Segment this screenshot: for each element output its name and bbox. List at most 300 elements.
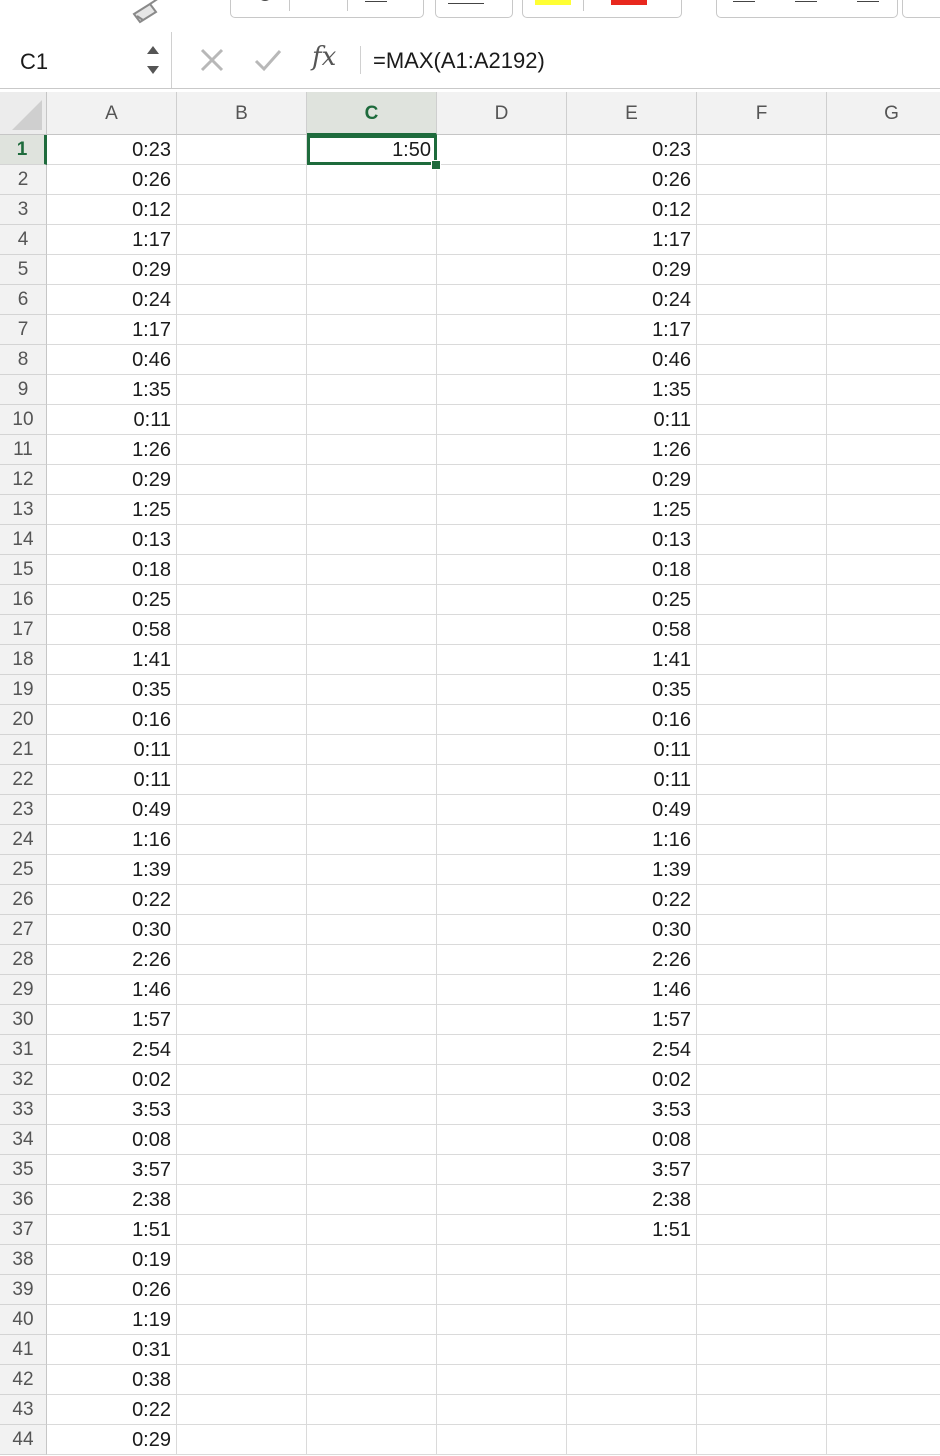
cell-e4[interactable]: 1:17 xyxy=(567,225,697,255)
align-left-icon[interactable] xyxy=(733,1,755,2)
cell-a31[interactable]: 2:54 xyxy=(47,1035,177,1065)
cell-c11[interactable] xyxy=(307,435,437,465)
cell-b20[interactable] xyxy=(177,705,307,735)
cell-b39[interactable] xyxy=(177,1275,307,1305)
cell-d2[interactable] xyxy=(437,165,567,195)
cell-f35[interactable] xyxy=(697,1155,827,1185)
wrap-group[interactable] xyxy=(902,0,940,18)
cell-a37[interactable]: 1:51 xyxy=(47,1215,177,1245)
cell-g41[interactable] xyxy=(827,1335,940,1365)
row-header[interactable]: 20 xyxy=(0,705,47,735)
cell-g28[interactable] xyxy=(827,945,940,975)
cell-g40[interactable] xyxy=(827,1305,940,1335)
cell-e15[interactable]: 0:18 xyxy=(567,555,697,585)
cell-b6[interactable] xyxy=(177,285,307,315)
name-box-value[interactable]: C1 xyxy=(20,49,49,74)
cell-e28[interactable]: 2:26 xyxy=(567,945,697,975)
row-header[interactable]: 9 xyxy=(0,375,47,405)
cell-g39[interactable] xyxy=(827,1275,940,1305)
cell-c43[interactable] xyxy=(307,1395,437,1425)
cell-b35[interactable] xyxy=(177,1155,307,1185)
cell-d32[interactable] xyxy=(437,1065,567,1095)
cell-e33[interactable]: 3:53 xyxy=(567,1095,697,1125)
cell-b17[interactable] xyxy=(177,615,307,645)
cell-c28[interactable] xyxy=(307,945,437,975)
cell-c8[interactable] xyxy=(307,345,437,375)
cell-g42[interactable] xyxy=(827,1365,940,1395)
cell-b27[interactable] xyxy=(177,915,307,945)
cell-d25[interactable] xyxy=(437,855,567,885)
cell-c29[interactable] xyxy=(307,975,437,1005)
align-center-icon[interactable] xyxy=(795,1,817,2)
cell-e29[interactable]: 1:46 xyxy=(567,975,697,1005)
cell-a43[interactable]: 0:22 xyxy=(47,1395,177,1425)
row-header[interactable]: 27 xyxy=(0,915,47,945)
cell-d17[interactable] xyxy=(437,615,567,645)
cell-g38[interactable] xyxy=(827,1245,940,1275)
cell-f23[interactable] xyxy=(697,795,827,825)
cell-f22[interactable] xyxy=(697,765,827,795)
cell-d30[interactable] xyxy=(437,1005,567,1035)
row-header[interactable]: 36 xyxy=(0,1185,47,1215)
name-box-stepper-icon[interactable] xyxy=(145,43,161,77)
cell-e36[interactable]: 2:38 xyxy=(567,1185,697,1215)
cell-b24[interactable] xyxy=(177,825,307,855)
cell-a28[interactable]: 2:26 xyxy=(47,945,177,975)
cell-a21[interactable]: 0:11 xyxy=(47,735,177,765)
cell-e22[interactable]: 0:11 xyxy=(567,765,697,795)
cell-f16[interactable] xyxy=(697,585,827,615)
cell-b33[interactable] xyxy=(177,1095,307,1125)
cell-d4[interactable] xyxy=(437,225,567,255)
cell-g13[interactable] xyxy=(827,495,940,525)
cell-a17[interactable]: 0:58 xyxy=(47,615,177,645)
cell-a25[interactable]: 1:39 xyxy=(47,855,177,885)
cell-d11[interactable] xyxy=(437,435,567,465)
cell-e9[interactable]: 1:35 xyxy=(567,375,697,405)
cell-f8[interactable] xyxy=(697,345,827,375)
cell-a3[interactable]: 0:12 xyxy=(47,195,177,225)
cell-c17[interactable] xyxy=(307,615,437,645)
cell-b16[interactable] xyxy=(177,585,307,615)
cell-b2[interactable] xyxy=(177,165,307,195)
cell-c33[interactable] xyxy=(307,1095,437,1125)
cell-c2[interactable] xyxy=(307,165,437,195)
cell-g2[interactable] xyxy=(827,165,940,195)
cell-b5[interactable] xyxy=(177,255,307,285)
cell-g3[interactable] xyxy=(827,195,940,225)
cell-c35[interactable] xyxy=(307,1155,437,1185)
row-header[interactable]: 10 xyxy=(0,405,47,435)
checkmark-icon[interactable] xyxy=(250,42,286,78)
cell-e17[interactable]: 0:58 xyxy=(567,615,697,645)
cell-c41[interactable] xyxy=(307,1335,437,1365)
cell-b19[interactable] xyxy=(177,675,307,705)
cell-b40[interactable] xyxy=(177,1305,307,1335)
cell-d31[interactable] xyxy=(437,1035,567,1065)
cell-f1[interactable] xyxy=(697,135,827,165)
cell-f44[interactable] xyxy=(697,1425,827,1455)
cell-d35[interactable] xyxy=(437,1155,567,1185)
cell-e39[interactable] xyxy=(567,1275,697,1305)
cell-e20[interactable]: 0:16 xyxy=(567,705,697,735)
cell-e10[interactable]: 0:11 xyxy=(567,405,697,435)
cell-a15[interactable]: 0:18 xyxy=(47,555,177,585)
cell-g14[interactable] xyxy=(827,525,940,555)
cell-d20[interactable] xyxy=(437,705,567,735)
cell-f37[interactable] xyxy=(697,1215,827,1245)
cell-f27[interactable] xyxy=(697,915,827,945)
cell-g5[interactable] xyxy=(827,255,940,285)
cell-a29[interactable]: 1:46 xyxy=(47,975,177,1005)
cell-g4[interactable] xyxy=(827,225,940,255)
cell-e44[interactable] xyxy=(567,1425,697,1455)
cell-d7[interactable] xyxy=(437,315,567,345)
cell-c27[interactable] xyxy=(307,915,437,945)
cell-f10[interactable] xyxy=(697,405,827,435)
cell-e31[interactable]: 2:54 xyxy=(567,1035,697,1065)
cell-e21[interactable]: 0:11 xyxy=(567,735,697,765)
row-header[interactable]: 18 xyxy=(0,645,47,675)
cell-c39[interactable] xyxy=(307,1275,437,1305)
cell-f42[interactable] xyxy=(697,1365,827,1395)
row-header[interactable]: 3 xyxy=(0,195,47,225)
cell-a10[interactable]: 0:11 xyxy=(47,405,177,435)
cell-e37[interactable]: 1:51 xyxy=(567,1215,697,1245)
cell-d12[interactable] xyxy=(437,465,567,495)
cell-g26[interactable] xyxy=(827,885,940,915)
paintbrush-icon[interactable] xyxy=(128,0,170,24)
cell-b38[interactable] xyxy=(177,1245,307,1275)
cell-f31[interactable] xyxy=(697,1035,827,1065)
name-box[interactable] xyxy=(0,32,172,88)
cell-d22[interactable] xyxy=(437,765,567,795)
cell-b36[interactable] xyxy=(177,1185,307,1215)
cell-e12[interactable]: 0:29 xyxy=(567,465,697,495)
cell-d34[interactable] xyxy=(437,1125,567,1155)
fill-handle[interactable] xyxy=(431,160,441,170)
row-header[interactable]: 6 xyxy=(0,285,47,315)
cell-b22[interactable] xyxy=(177,765,307,795)
cell-c22[interactable] xyxy=(307,765,437,795)
cell-f20[interactable] xyxy=(697,705,827,735)
cell-a13[interactable]: 1:25 xyxy=(47,495,177,525)
cell-f7[interactable] xyxy=(697,315,827,345)
cell-c6[interactable] xyxy=(307,285,437,315)
row-header[interactable]: 40 xyxy=(0,1305,47,1335)
cell-c40[interactable] xyxy=(307,1305,437,1335)
row-header[interactable]: 16 xyxy=(0,585,47,615)
cell-b23[interactable] xyxy=(177,795,307,825)
column-header-c[interactable]: C xyxy=(307,92,437,135)
cell-g7[interactable] xyxy=(827,315,940,345)
cell-e35[interactable]: 3:57 xyxy=(567,1155,697,1185)
cell-c42[interactable] xyxy=(307,1365,437,1395)
column-header-d[interactable]: D xyxy=(437,92,567,135)
cell-d41[interactable] xyxy=(437,1335,567,1365)
cell-a40[interactable]: 1:19 xyxy=(47,1305,177,1335)
cell-f36[interactable] xyxy=(697,1185,827,1215)
cell-g8[interactable] xyxy=(827,345,940,375)
cell-d44[interactable] xyxy=(437,1425,567,1455)
cell-a12[interactable]: 0:29 xyxy=(47,465,177,495)
cell-f13[interactable] xyxy=(697,495,827,525)
cell-c25[interactable] xyxy=(307,855,437,885)
border-group[interactable] xyxy=(435,0,513,18)
cell-a32[interactable]: 0:02 xyxy=(47,1065,177,1095)
cell-a34[interactable]: 0:08 xyxy=(47,1125,177,1155)
column-header-f[interactable]: F xyxy=(697,92,827,135)
cell-a36[interactable]: 2:38 xyxy=(47,1185,177,1215)
cell-g19[interactable] xyxy=(827,675,940,705)
cell-c26[interactable] xyxy=(307,885,437,915)
cell-d23[interactable] xyxy=(437,795,567,825)
cell-a9[interactable]: 1:35 xyxy=(47,375,177,405)
cell-a27[interactable]: 0:30 xyxy=(47,915,177,945)
border-icon[interactable] xyxy=(448,3,484,4)
cell-b37[interactable] xyxy=(177,1215,307,1245)
cell-e30[interactable]: 1:57 xyxy=(567,1005,697,1035)
cell-e1[interactable]: 0:23 xyxy=(567,135,697,165)
cell-f17[interactable] xyxy=(697,615,827,645)
cell-b21[interactable] xyxy=(177,735,307,765)
cell-g37[interactable] xyxy=(827,1215,940,1245)
highlight-color-swatch[interactable] xyxy=(535,0,571,5)
cell-e41[interactable] xyxy=(567,1335,697,1365)
cell-g43[interactable] xyxy=(827,1395,940,1425)
cell-b31[interactable] xyxy=(177,1035,307,1065)
cell-a22[interactable]: 0:11 xyxy=(47,765,177,795)
cell-e3[interactable]: 0:12 xyxy=(567,195,697,225)
cell-b34[interactable] xyxy=(177,1125,307,1155)
cell-e18[interactable]: 1:41 xyxy=(567,645,697,675)
cell-g44[interactable] xyxy=(827,1425,940,1455)
row-header[interactable]: 7 xyxy=(0,315,47,345)
cell-a6[interactable]: 0:24 xyxy=(47,285,177,315)
cell-c20[interactable] xyxy=(307,705,437,735)
cell-d14[interactable] xyxy=(437,525,567,555)
cell-b25[interactable] xyxy=(177,855,307,885)
cell-b18[interactable] xyxy=(177,645,307,675)
row-header[interactable]: 19 xyxy=(0,675,47,705)
cell-a42[interactable]: 0:38 xyxy=(47,1365,177,1395)
cell-b42[interactable] xyxy=(177,1365,307,1395)
cell-g1[interactable] xyxy=(827,135,940,165)
cell-c15[interactable] xyxy=(307,555,437,585)
cell-a23[interactable]: 0:49 xyxy=(47,795,177,825)
cell-g16[interactable] xyxy=(827,585,940,615)
cell-a19[interactable]: 0:35 xyxy=(47,675,177,705)
cell-g35[interactable] xyxy=(827,1155,940,1185)
cell-b13[interactable] xyxy=(177,495,307,525)
cell-d18[interactable] xyxy=(437,645,567,675)
row-header[interactable]: 26 xyxy=(0,885,47,915)
cell-a7[interactable]: 1:17 xyxy=(47,315,177,345)
cell-g31[interactable] xyxy=(827,1035,940,1065)
row-header[interactable]: 24 xyxy=(0,825,47,855)
cell-c44[interactable] xyxy=(307,1425,437,1455)
cell-b14[interactable] xyxy=(177,525,307,555)
row-header[interactable]: 21 xyxy=(0,735,47,765)
cell-a2[interactable]: 0:26 xyxy=(47,165,177,195)
cell-e27[interactable]: 0:30 xyxy=(567,915,697,945)
cell-f28[interactable] xyxy=(697,945,827,975)
row-header[interactable]: 4 xyxy=(0,225,47,255)
cell-a41[interactable]: 0:31 xyxy=(47,1335,177,1365)
cell-b12[interactable] xyxy=(177,465,307,495)
column-header-b[interactable]: B xyxy=(177,92,307,135)
cell-a4[interactable]: 1:17 xyxy=(47,225,177,255)
cell-f18[interactable] xyxy=(697,645,827,675)
cell-d37[interactable] xyxy=(437,1215,567,1245)
cell-a30[interactable]: 1:57 xyxy=(47,1005,177,1035)
row-header[interactable]: 25 xyxy=(0,855,47,885)
cell-a33[interactable]: 3:53 xyxy=(47,1095,177,1125)
cell-d39[interactable] xyxy=(437,1275,567,1305)
cell-d24[interactable] xyxy=(437,825,567,855)
cell-g17[interactable] xyxy=(827,615,940,645)
cell-f39[interactable] xyxy=(697,1275,827,1305)
cell-g20[interactable] xyxy=(827,705,940,735)
row-header[interactable]: 14 xyxy=(0,525,47,555)
cell-f2[interactable] xyxy=(697,165,827,195)
cell-c4[interactable] xyxy=(307,225,437,255)
cell-d36[interactable] xyxy=(437,1185,567,1215)
cell-d9[interactable] xyxy=(437,375,567,405)
cell-g6[interactable] xyxy=(827,285,940,315)
cell-g29[interactable] xyxy=(827,975,940,1005)
row-header[interactable]: 23 xyxy=(0,795,47,825)
close-icon[interactable] xyxy=(194,42,230,78)
cell-f41[interactable] xyxy=(697,1335,827,1365)
cell-a26[interactable]: 0:22 xyxy=(47,885,177,915)
cell-c16[interactable] xyxy=(307,585,437,615)
cell-f43[interactable] xyxy=(697,1395,827,1425)
row-header[interactable]: 30 xyxy=(0,1005,47,1035)
cell-g27[interactable] xyxy=(827,915,940,945)
cell-e40[interactable] xyxy=(567,1305,697,1335)
cell-d27[interactable] xyxy=(437,915,567,945)
cell-b43[interactable] xyxy=(177,1395,307,1425)
cell-a8[interactable]: 0:46 xyxy=(47,345,177,375)
cell-c3[interactable] xyxy=(307,195,437,225)
cell-c21[interactable] xyxy=(307,735,437,765)
cell-c37[interactable] xyxy=(307,1215,437,1245)
cell-f19[interactable] xyxy=(697,675,827,705)
cell-g32[interactable] xyxy=(827,1065,940,1095)
cell-f12[interactable] xyxy=(697,465,827,495)
cell-a44[interactable]: 0:29 xyxy=(47,1425,177,1455)
cell-c23[interactable] xyxy=(307,795,437,825)
cell-b10[interactable] xyxy=(177,405,307,435)
row-header[interactable]: 22 xyxy=(0,765,47,795)
cell-e11[interactable]: 1:26 xyxy=(567,435,697,465)
cell-c1[interactable]: 1:50 xyxy=(307,135,437,165)
cell-c19[interactable] xyxy=(307,675,437,705)
cell-f5[interactable] xyxy=(697,255,827,285)
cell-b3[interactable] xyxy=(177,195,307,225)
row-header[interactable]: 1 xyxy=(0,135,47,165)
cell-e8[interactable]: 0:46 xyxy=(567,345,697,375)
strikethrough-icon[interactable] xyxy=(365,1,387,2)
column-header-a[interactable]: A xyxy=(47,92,177,135)
select-all-button[interactable] xyxy=(0,92,47,135)
cell-c10[interactable] xyxy=(307,405,437,435)
cell-e38[interactable] xyxy=(567,1245,697,1275)
row-header[interactable]: 33 xyxy=(0,1095,47,1125)
cell-c14[interactable] xyxy=(307,525,437,555)
cell-a35[interactable]: 3:57 xyxy=(47,1155,177,1185)
cell-f34[interactable] xyxy=(697,1125,827,1155)
cell-d19[interactable] xyxy=(437,675,567,705)
cell-f29[interactable] xyxy=(697,975,827,1005)
cell-a11[interactable]: 1:26 xyxy=(47,435,177,465)
cell-g36[interactable] xyxy=(827,1185,940,1215)
cell-f9[interactable] xyxy=(697,375,827,405)
row-header[interactable]: 29 xyxy=(0,975,47,1005)
cell-g18[interactable] xyxy=(827,645,940,675)
cell-b8[interactable] xyxy=(177,345,307,375)
cell-c34[interactable] xyxy=(307,1125,437,1155)
cell-e34[interactable]: 0:08 xyxy=(567,1125,697,1155)
cell-a16[interactable]: 0:25 xyxy=(47,585,177,615)
cell-e16[interactable]: 0:25 xyxy=(567,585,697,615)
cell-g22[interactable] xyxy=(827,765,940,795)
cell-e42[interactable] xyxy=(567,1365,697,1395)
cell-f26[interactable] xyxy=(697,885,827,915)
cell-e2[interactable]: 0:26 xyxy=(567,165,697,195)
cell-f24[interactable] xyxy=(697,825,827,855)
cell-d3[interactable] xyxy=(437,195,567,225)
cell-a1[interactable]: 0:23 xyxy=(47,135,177,165)
cell-a20[interactable]: 0:16 xyxy=(47,705,177,735)
cell-e14[interactable]: 0:13 xyxy=(567,525,697,555)
cell-d1[interactable] xyxy=(437,135,567,165)
cell-c31[interactable] xyxy=(307,1035,437,1065)
cell-e5[interactable]: 0:29 xyxy=(567,255,697,285)
row-header[interactable]: 39 xyxy=(0,1275,47,1305)
row-header[interactable]: 17 xyxy=(0,615,47,645)
cell-d29[interactable] xyxy=(437,975,567,1005)
cell-e13[interactable]: 1:25 xyxy=(567,495,697,525)
cell-b7[interactable] xyxy=(177,315,307,345)
cell-c32[interactable] xyxy=(307,1065,437,1095)
cell-e7[interactable]: 1:17 xyxy=(567,315,697,345)
cell-f14[interactable] xyxy=(697,525,827,555)
cell-g10[interactable] xyxy=(827,405,940,435)
row-header[interactable]: 11 xyxy=(0,435,47,465)
cell-c12[interactable] xyxy=(307,465,437,495)
cell-c18[interactable] xyxy=(307,645,437,675)
cell-e43[interactable] xyxy=(567,1395,697,1425)
cell-f11[interactable] xyxy=(697,435,827,465)
cell-c38[interactable] xyxy=(307,1245,437,1275)
cell-d6[interactable] xyxy=(437,285,567,315)
cell-f40[interactable] xyxy=(697,1305,827,1335)
align-right-icon[interactable] xyxy=(857,1,879,2)
column-header-e[interactable]: E xyxy=(567,92,697,135)
cell-f3[interactable] xyxy=(697,195,827,225)
cell-a39[interactable]: 0:26 xyxy=(47,1275,177,1305)
cell-f6[interactable] xyxy=(697,285,827,315)
row-header[interactable]: 8 xyxy=(0,345,47,375)
cell-b4[interactable] xyxy=(177,225,307,255)
cell-b26[interactable] xyxy=(177,885,307,915)
row-header[interactable]: 38 xyxy=(0,1245,47,1275)
cell-d13[interactable] xyxy=(437,495,567,525)
cell-g21[interactable] xyxy=(827,735,940,765)
cell-d42[interactable] xyxy=(437,1365,567,1395)
